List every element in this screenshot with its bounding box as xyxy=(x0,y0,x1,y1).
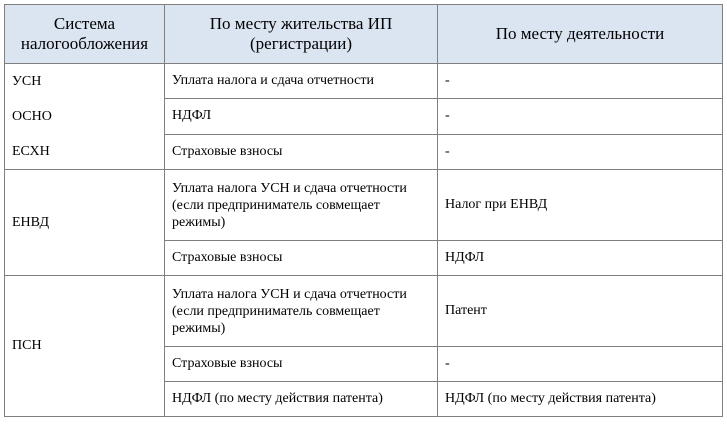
table-header-row xyxy=(5,5,723,64)
residence-cell: Уплата налога УСН и сдача отчетности (если предприниматель совмещает режимы) xyxy=(165,170,438,241)
tax-system-cell: ЕНВД xyxy=(5,170,165,276)
activity-cell: Патент xyxy=(438,276,723,347)
tax-system-label: ОСНО xyxy=(12,109,52,124)
residence-cell: НДФЛ xyxy=(165,99,438,134)
header-residence: По месту жительства ИП (регистрации) xyxy=(165,5,438,64)
activity-cell: - xyxy=(438,64,723,99)
tax-systems-table xyxy=(4,4,723,417)
tax-system-label: УСН xyxy=(12,74,42,89)
table-row xyxy=(5,170,723,241)
residence-cell: НДФЛ (по месту действия патента) xyxy=(165,382,438,417)
tax-system-cell: ПСН xyxy=(5,276,165,417)
activity-cell: - xyxy=(438,347,723,382)
residence-cell: Уплата налога УСН и сдача отчетности (если предприниматель совмещает режимы) xyxy=(165,276,438,347)
activity-cell: НДФЛ (по месту действия патента) xyxy=(438,382,723,417)
residence-cell: Страховые взносы xyxy=(165,241,438,276)
tax-system-cell xyxy=(5,64,165,170)
residence-cell: Страховые взносы xyxy=(165,134,438,169)
activity-cell: - xyxy=(438,99,723,134)
residence-cell: Уплата налога и сдача отчетности xyxy=(165,64,438,99)
tax-system-label: ЕСХН xyxy=(12,144,50,159)
table-row xyxy=(5,276,723,347)
table-row xyxy=(5,64,723,99)
header-tax-system: Система налогообложения xyxy=(5,5,165,64)
activity-cell: Налог при ЕНВД xyxy=(438,170,723,241)
residence-cell: Страховые взносы xyxy=(165,347,438,382)
activity-cell: НДФЛ xyxy=(438,241,723,276)
activity-cell: - xyxy=(438,134,723,169)
header-activity: По месту деятельности xyxy=(438,5,723,64)
